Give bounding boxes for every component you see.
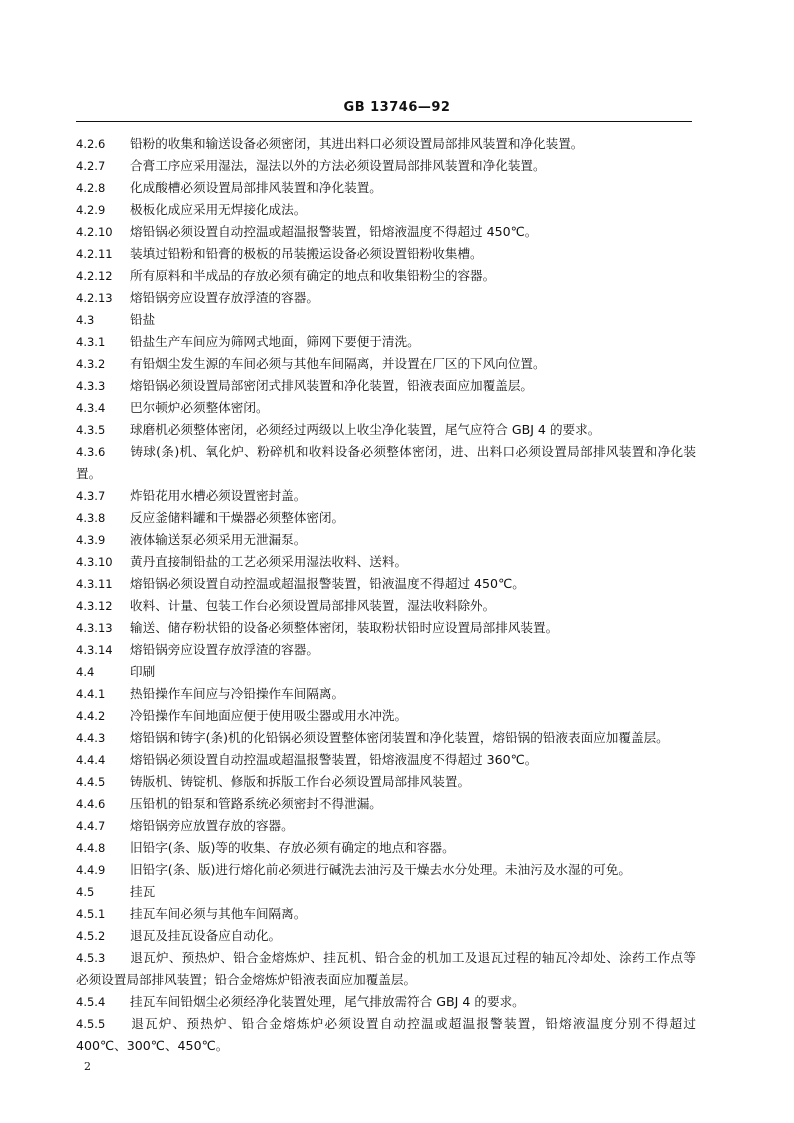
clause-line — [76, 177, 696, 199]
clause-line — [76, 155, 696, 177]
clause-number: 4.2.8 — [76, 181, 106, 195]
clause-number: 4.4.2 — [76, 709, 106, 723]
clause-number: 4.5.5 — [76, 1017, 106, 1031]
clause-number: 4.5.3 — [76, 951, 106, 965]
clause-number: 4.4.3 — [76, 731, 106, 745]
clause-text: 挂瓦 — [130, 884, 156, 899]
clause-line — [76, 991, 696, 1013]
clause-number: 4.3.10 — [76, 555, 113, 569]
clause-line — [76, 683, 696, 705]
clause-text: 极板化成应采用无焊接化成法。 — [130, 202, 307, 217]
clause-number: 4.5.1 — [76, 907, 106, 921]
clause-line — [76, 353, 696, 375]
clause-number: 4.3.11 — [76, 577, 113, 591]
clause-text: 热铅操作车间应与冷铅操作车间隔离。 — [130, 686, 345, 701]
clause-line — [76, 441, 696, 485]
clause-line — [76, 859, 696, 881]
clause-number: 4.4 — [76, 665, 95, 679]
clause-text: 旧铅字(条、版)等的收集、存放必须有确定的地点和容器。 — [130, 840, 455, 855]
clause-line — [76, 573, 696, 595]
clause-text: 所有原料和半成品的存放必须有确定的地点和收集铅粉尘的容器。 — [130, 268, 496, 283]
clause-text: 退瓦炉、预热炉、铅合金熔炼炉必须设置自动控温或超温报警装置，铅熔液温度分别不得超过 400℃、300℃、450℃。 — [76, 1016, 696, 1053]
clause-number: 4.4.5 — [76, 775, 106, 789]
clause-text: 合膏工序应采用湿法，湿法以外的方法必须设置局部排风装置和净化装置。 — [130, 158, 546, 173]
clause-number: 4.2.9 — [76, 203, 106, 217]
clause-text: 熔铅锅必须设置局部密闭式排风装置和净化装置，铅液表面应加覆盖层。 — [130, 378, 533, 393]
clause-text: 铅盐 — [130, 312, 156, 327]
clause-number: 4.2.12 — [76, 269, 113, 283]
header-rule — [76, 121, 692, 122]
clause-line — [76, 529, 696, 551]
clause-number: 4.4.9 — [76, 863, 106, 877]
clause-number: 4.4.1 — [76, 687, 106, 701]
clause-number: 4.3.2 — [76, 357, 106, 371]
clause-line — [76, 727, 696, 749]
clause-text: 退瓦炉、预热炉、铅合金熔炼炉、挂瓦机、铅合金的机加工及退瓦过程的轴瓦冷却处、涂药工作点等必须设置局部排风装置；铅合金熔炼炉铅液表面应加覆盖层。 — [76, 950, 696, 987]
clause-line — [76, 507, 696, 529]
clause-line — [76, 243, 696, 265]
clause-number: 4.3.8 — [76, 511, 106, 525]
clause-number: 4.2.11 — [76, 247, 113, 261]
clause-line — [76, 331, 696, 353]
clause-number: 4.4.6 — [76, 797, 106, 811]
clause-text: 铸版机、铸锭机、修版和拆版工作台必须设置局部排风装置。 — [130, 774, 471, 789]
clause-line — [76, 837, 696, 859]
clause-number: 4.2.13 — [76, 291, 113, 305]
clause-number: 4.3.14 — [76, 643, 113, 657]
clause-number: 4.3.7 — [76, 489, 106, 503]
clause-line — [76, 551, 696, 573]
clause-line — [76, 749, 696, 771]
clause-text: 铅盐生产车间应为筛网式地面，筛网下要便于清洗。 — [130, 334, 420, 349]
clause-line — [76, 925, 696, 947]
clause-line — [76, 309, 696, 331]
clause-text: 装填过铅粉和铅膏的极板的吊装搬运设备必须设置铅粉收集槽。 — [130, 246, 483, 261]
clause-text: 有铅烟尘发生源的车间必须与其他车间隔离，并设置在厂区的下风向位置。 — [130, 356, 546, 371]
clause-line — [76, 287, 696, 309]
clause-text: 输送、储存粉状铅的设备必须整体密闭，装取粉状铅时应设置局部排风装置。 — [130, 620, 559, 635]
clause-text: 熔铅锅旁应设置存放浮渣的容器。 — [130, 642, 319, 657]
clause-number: 4.3.4 — [76, 401, 106, 415]
clause-text: 熔铅锅必须设置自动控温或超温报警装置，铅熔液温度不得超过 360℃。 — [130, 752, 538, 767]
clause-number: 4.2.6 — [76, 137, 106, 151]
clause-line — [76, 881, 696, 903]
clause-text: 炸铅花用水槽必须设置密封盖。 — [130, 488, 307, 503]
clause-number: 4.4.8 — [76, 841, 106, 855]
clause-number: 4.3 — [76, 313, 95, 327]
clause-line — [76, 1013, 696, 1057]
clause-number: 4.2.7 — [76, 159, 106, 173]
clause-text: 退瓦及挂瓦设备应自动化。 — [130, 928, 282, 943]
clause-line — [76, 133, 696, 155]
clause-line — [76, 375, 696, 397]
clause-line — [76, 485, 696, 507]
clause-number: 4.5 — [76, 885, 95, 899]
clause-number: 4.3.12 — [76, 599, 113, 613]
clause-number: 4.2.10 — [76, 225, 113, 239]
clause-line — [76, 705, 696, 727]
clause-text: 收料、计量、包装工作台必须设置局部排风装置，湿法收料除外。 — [130, 598, 496, 613]
clause-text: 铅粉的收集和输送设备必须密闭，其进出料口必须设置局部排风装置和净化装置。 — [130, 136, 584, 151]
clause-text: 液体输送泵必须采用无泄漏泵。 — [130, 532, 307, 547]
clause-text: 熔铅锅和铸字(条)机的化铅锅必须设置整体密闭装置和净化装置，熔铅锅的铅液表面应加覆盖层。 — [130, 730, 669, 745]
clause-text: 熔铅锅必须设置自动控温或超温报警装置，铅熔液温度不得超过 450℃。 — [130, 224, 538, 239]
clause-line — [76, 397, 696, 419]
clause-text: 压铅机的铅泵和管路系统必须密封不得泄漏。 — [130, 796, 382, 811]
clause-line — [76, 815, 696, 837]
clause-text: 反应釜储料罐和干燥器必须整体密闭。 — [130, 510, 345, 525]
document-header: GB 13746—92 — [343, 100, 451, 115]
clause-line — [76, 221, 696, 243]
clause-text: 印刷 — [130, 664, 156, 679]
clause-line — [76, 661, 696, 683]
clause-line — [76, 595, 696, 617]
clause-text: 挂瓦车间铅烟尘必须经净化装置处理，尾气排放需符合 GBJ 4 的要求。 — [130, 994, 525, 1009]
clause-number: 4.3.13 — [76, 621, 113, 635]
clause-number: 4.3.5 — [76, 423, 106, 437]
clause-text: 铸球(条)机、氧化炉、粉碎机和收料设备必须整体密闭，进、出料口必须设置局部排风装置和净化装置。 — [76, 444, 696, 481]
clause-text: 球磨机必须整体密闭，必须经过两级以上收尘净化装置，尾气应符合 GBJ 4 的要求。 — [130, 422, 601, 437]
clause-text: 黄丹直接制铅盐的工艺必须采用湿法收料、送料。 — [130, 554, 408, 569]
clause-line — [76, 903, 696, 925]
clause-text: 化成酸槽必须设置局部排风装置和净化装置。 — [130, 180, 382, 195]
clause-number: 4.3.9 — [76, 533, 106, 547]
clause-line — [76, 947, 696, 991]
clause-text: 巴尔顿炉必须整体密闭。 — [130, 400, 269, 415]
clause-text: 熔铅锅必须设置自动控温或超温报警装置，铅液温度不得超过 450℃。 — [130, 576, 525, 591]
clause-text: 熔铅锅旁应设置存放浮渣的容器。 — [130, 290, 319, 305]
document-body — [76, 133, 696, 1057]
clause-line — [76, 771, 696, 793]
clause-number: 4.5.4 — [76, 995, 106, 1009]
clause-number: 4.3.1 — [76, 335, 106, 349]
clause-line — [76, 617, 696, 639]
clause-number: 4.3.6 — [76, 445, 106, 459]
clause-line — [76, 199, 696, 221]
clause-number: 4.4.4 — [76, 753, 106, 767]
clause-text: 冷铅操作车间地面应便于使用吸尘器或用水冲洗。 — [130, 708, 408, 723]
clause-number: 4.4.7 — [76, 819, 106, 833]
clause-line — [76, 265, 696, 287]
clause-line — [76, 419, 696, 441]
clause-number: 4.3.3 — [76, 379, 106, 393]
clause-text: 熔铅锅旁应放置存放的容器。 — [130, 818, 294, 833]
clause-number: 4.5.2 — [76, 929, 106, 943]
page-number: 2 — [84, 1060, 91, 1073]
clause-text: 挂瓦车间必须与其他车间隔离。 — [130, 906, 307, 921]
clause-line — [76, 639, 696, 661]
clause-text: 旧铅字(条、版)进行熔化前必须进行碱洗去油污及干燥去水分处理。未油污及水湿的可免。 — [130, 862, 631, 877]
clause-line — [76, 793, 696, 815]
